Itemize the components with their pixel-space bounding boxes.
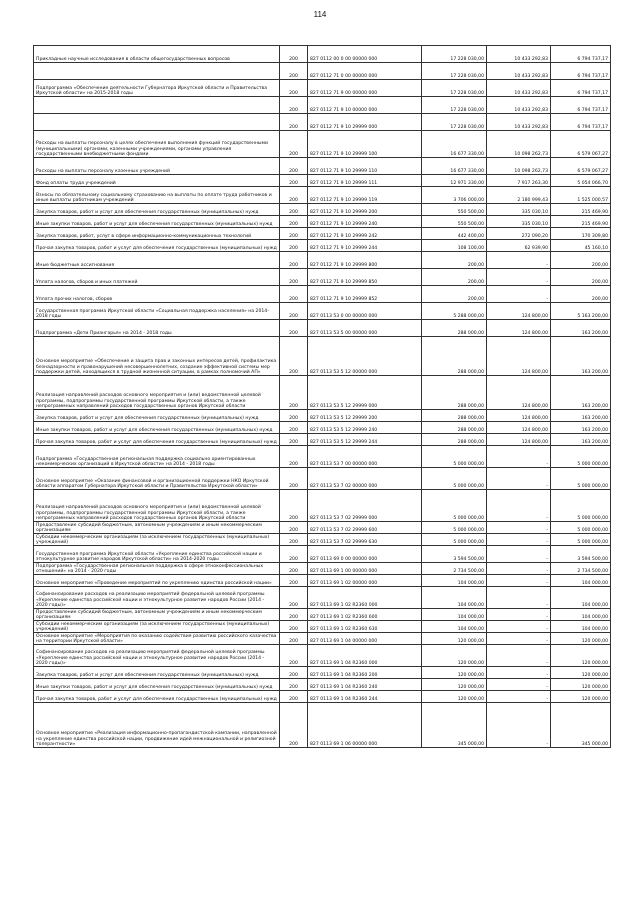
- table-row: [34, 187, 611, 204]
- table-row: [34, 645, 611, 667]
- table-row: [34, 337, 611, 376]
- table-row: [34, 490, 611, 522]
- executed-amount: 124 800,00: [487, 376, 551, 410]
- budget-classification-code: 827 0113 53 7 02 29999 630: [308, 534, 422, 546]
- executed-amount: 10 433 292,83: [487, 114, 551, 131]
- budget-classification-code: 827 0113 53 7 02 29999 600: [308, 522, 422, 534]
- budget-classification-code: 827 0112 71 9 10 29999 850: [308, 269, 422, 286]
- executed-amount: -: [487, 587, 551, 609]
- budget-classification-code: 827 0112 71 9 00 00000 000: [308, 80, 422, 97]
- unexecuted-amount: 163 200,00: [551, 376, 611, 410]
- line-code: 200: [280, 97, 308, 114]
- budget-classification-code: 827 0113 69 1 04 R2360 000: [308, 645, 422, 667]
- executed-amount: 10 433 292,83: [487, 97, 551, 114]
- budget-classification-code: 827 0113 69 1 02 R2360 000: [308, 587, 422, 609]
- unexecuted-amount: 215 469,90: [551, 204, 611, 216]
- budget-classification-code: 827 0113 69 1 06 00000 000: [308, 703, 422, 748]
- executed-amount: -: [487, 703, 551, 748]
- executed-amount: -: [487, 667, 551, 679]
- budget-classification-code: 827 0112 71 9 10 29999 244: [308, 240, 422, 252]
- unexecuted-amount: 200,00: [551, 269, 611, 286]
- approved-amount: 288 000,00: [422, 422, 487, 434]
- line-code: 200: [280, 691, 308, 703]
- budget-classification-code: 827 0112 71 9 10 29999 119: [308, 187, 422, 204]
- executed-amount: 10 433 292,83: [487, 80, 551, 97]
- line-code: 200: [280, 587, 308, 609]
- line-code: 200: [280, 269, 308, 286]
- approved-amount: 5 000 000,00: [422, 446, 487, 468]
- line-code: 200: [280, 563, 308, 575]
- table-row: [34, 534, 611, 546]
- executed-amount: -: [487, 286, 551, 303]
- executed-amount: 124 800,00: [487, 303, 551, 320]
- executed-amount: 10 098 262,73: [487, 131, 551, 158]
- table-row: [34, 286, 611, 303]
- line-code: 200: [280, 621, 308, 633]
- executed-amount: 10 098 262,73: [487, 158, 551, 175]
- approved-amount: 2 734 500,00: [422, 563, 487, 575]
- budget-classification-code: 827 0113 69 1 00 00000 000: [308, 563, 422, 575]
- unexecuted-amount: 200,00: [551, 286, 611, 303]
- row-description: Закупка товаров, работ и услуг для обеспечения государственных (муниципальных) нужд: [34, 410, 280, 422]
- budget-classification-code: 827 0112 71 9 10 29999 000: [308, 114, 422, 131]
- row-description: Фонд оплаты труда учреждений: [34, 175, 280, 187]
- row-description: Государственная программа Иркутской области «Социальная поддержка населения» на 2014-2018 годы: [34, 303, 280, 320]
- approved-amount: 17 228 030,00: [422, 80, 487, 97]
- line-code: 200: [280, 80, 308, 97]
- row-description: Уплата налогов, сборов и иных платежей: [34, 269, 280, 286]
- approved-amount: 104 000,00: [422, 587, 487, 609]
- row-description: Расходы на выплаты персоналу казенных учреждений: [34, 158, 280, 175]
- unexecuted-amount: 170 309,80: [551, 228, 611, 240]
- unexecuted-amount: 45 160,10: [551, 240, 611, 252]
- budget-classification-code: 827 0112 71 9 10 29999 110: [308, 158, 422, 175]
- line-code: 200: [280, 534, 308, 546]
- approved-amount: 5 000 000,00: [422, 522, 487, 534]
- unexecuted-amount: 104 000,00: [551, 621, 611, 633]
- approved-amount: 3 594 500,00: [422, 546, 487, 563]
- executed-amount: -: [487, 468, 551, 490]
- executed-amount: 124 800,00: [487, 434, 551, 446]
- unexecuted-amount: 2 734 500,00: [551, 563, 611, 575]
- row-description: Софинансирование расходов на реализацию мероприятий федеральной целевой программы «Укрепление единства российской нации и этнокультурное развитие народов России (2014 - 2020 годы)»: [34, 645, 280, 667]
- table-row: [34, 204, 611, 216]
- line-code: 200: [280, 468, 308, 490]
- line-code: 200: [280, 645, 308, 667]
- executed-amount: -: [487, 546, 551, 563]
- line-code: 200: [280, 376, 308, 410]
- approved-amount: 5 000 000,00: [422, 468, 487, 490]
- executed-amount: 124 800,00: [487, 422, 551, 434]
- unexecuted-amount: 5 000 000,00: [551, 522, 611, 534]
- executed-amount: -: [487, 575, 551, 587]
- approved-amount: 120 000,00: [422, 645, 487, 667]
- row-description: Прочая закупка товаров, работ и услуг для обеспечения государственных (муниципальных) нужд: [34, 434, 280, 446]
- budget-classification-code: 827 0112 00 0 00 00000 000: [308, 46, 422, 63]
- line-code: 200: [280, 175, 308, 187]
- row-description: Основное мероприятие «Реализация информационно-пропагандистской кампании, направленной на укрепление единства российской нации, продвижение идей межнациональной и религиозной толерантности»: [34, 703, 280, 748]
- unexecuted-amount: 104 000,00: [551, 609, 611, 621]
- line-code: 200: [280, 434, 308, 446]
- unexecuted-amount: 5 000 000,00: [551, 446, 611, 468]
- budget-classification-code: 827 0113 53 5 12 00000 000: [308, 337, 422, 376]
- row-description: Предоставление субсидий бюджетным, автономным учреждениям и иным некоммерческим организациям: [34, 609, 280, 621]
- table-row: [34, 468, 611, 490]
- row-description: Закупка товаров, работ и услуг для обеспечения государственных (муниципальных) нужд: [34, 667, 280, 679]
- row-description: Взносы по обязательному социальному страхованию на выплаты по оплате труда работников и иные выплаты работникам учреждений: [34, 187, 280, 204]
- table-row: [34, 63, 611, 80]
- line-code: 200: [280, 114, 308, 131]
- approved-amount: 288 000,00: [422, 320, 487, 337]
- row-description: Иные закупки товаров, работ и услуг для обеспечения государственных (муниципальных) нужд: [34, 679, 280, 691]
- executed-amount: 10 433 292,83: [487, 63, 551, 80]
- unexecuted-amount: 5 000 000,00: [551, 534, 611, 546]
- approved-amount: 200,00: [422, 252, 487, 269]
- row-description: [34, 63, 280, 80]
- table-row: [34, 376, 611, 410]
- budget-classification-code: 827 0113 69 1 02 R2360 600: [308, 609, 422, 621]
- table-row: [34, 303, 611, 320]
- approved-amount: 17 228 030,00: [422, 97, 487, 114]
- budget-classification-code: 827 0113 53 7 02 00000 000: [308, 468, 422, 490]
- unexecuted-amount: 6 794 737,17: [551, 114, 611, 131]
- table-row: [34, 691, 611, 703]
- line-code: 200: [280, 187, 308, 204]
- approved-amount: 16 677 330,00: [422, 131, 487, 158]
- budget-classification-code: 827 0113 53 5 12 29999 240: [308, 422, 422, 434]
- unexecuted-amount: 120 000,00: [551, 679, 611, 691]
- row-description: Предоставление субсидий бюджетным, автономным учреждениям и иным некоммерческим организациям: [34, 522, 280, 534]
- line-code: 200: [280, 422, 308, 434]
- approved-amount: 550 500,00: [422, 204, 487, 216]
- row-description: Подпрограмма «Государственная региональная поддержка в сфере этноконфессиональных отношений» на 2014 - 2020 годы: [34, 563, 280, 575]
- unexecuted-amount: 6 794 737,17: [551, 46, 611, 63]
- executed-amount: 124 800,00: [487, 337, 551, 376]
- table-row: [34, 131, 611, 158]
- budget-classification-code: 827 0113 53 5 12 29999 000: [308, 376, 422, 410]
- executed-amount: 7 917 263,30: [487, 175, 551, 187]
- line-code: 200: [280, 703, 308, 748]
- unexecuted-amount: 163 200,00: [551, 320, 611, 337]
- budget-classification-code: 827 0113 69 1 02 00000 000: [308, 575, 422, 587]
- table-row: [34, 46, 611, 63]
- executed-amount: -: [487, 679, 551, 691]
- budget-classification-code: 827 0113 69 0 00 00000 000: [308, 546, 422, 563]
- row-description: [34, 97, 280, 114]
- row-description: Основное мероприятие «Проведение мероприятий по укреплению единства российской нации»: [34, 575, 280, 587]
- budget-classification-code: 827 0113 69 1 02 R2360 630: [308, 621, 422, 633]
- budget-classification-code: 827 0112 71 0 00 00000 000: [308, 63, 422, 80]
- line-code: 200: [280, 204, 308, 216]
- unexecuted-amount: 1 525 000,57: [551, 187, 611, 204]
- executed-amount: -: [487, 269, 551, 286]
- line-code: 200: [280, 158, 308, 175]
- row-description: Подпрограмма «Обеспечение деятельности Губернатора Иркутской области и Правительства Иркутской области» на 2015-2018 годы: [34, 80, 280, 97]
- budget-classification-code: 827 0112 71 9 10 00000 000: [308, 97, 422, 114]
- line-code: 200: [280, 303, 308, 320]
- table-row: [34, 434, 611, 446]
- approved-amount: 200,00: [422, 286, 487, 303]
- budget-classification-code: 827 0113 53 7 02 29999 000: [308, 490, 422, 522]
- budget-classification-code: 827 0113 53 5 00 00000 000: [308, 320, 422, 337]
- budget-classification-code: 827 0113 53 7 00 00000 000: [308, 446, 422, 468]
- table-row: [34, 667, 611, 679]
- budget-classification-code: 827 0112 71 9 10 29999 242: [308, 228, 422, 240]
- unexecuted-amount: 3 594 500,00: [551, 546, 611, 563]
- table-row: [34, 621, 611, 633]
- approved-amount: 288 000,00: [422, 410, 487, 422]
- executed-amount: -: [487, 446, 551, 468]
- unexecuted-amount: 6 794 737,17: [551, 80, 611, 97]
- row-description: Расходы на выплаты персоналу в целях обеспечения выполнения функций государственными (муниципальными) органами, казенными учреждениями, органами управления государственными внебюджетными фондами: [34, 131, 280, 158]
- table-row: [34, 175, 611, 187]
- executed-amount: 124 800,00: [487, 410, 551, 422]
- budget-classification-code: 827 0112 71 9 10 29999 100: [308, 131, 422, 158]
- budget-classification-code: 827 0112 71 9 10 29999 240: [308, 216, 422, 228]
- row-description: Субсидии некоммерческим организациям (за исключением государственных (муниципальных) учреждений): [34, 534, 280, 546]
- executed-amount: -: [487, 609, 551, 621]
- executed-amount: -: [487, 522, 551, 534]
- row-description: Подпрограмма «Дети Приангарья» на 2014 - 2018 годы: [34, 320, 280, 337]
- budget-classification-code: 827 0113 69 1 04 R2360 240: [308, 679, 422, 691]
- approved-amount: 3 706 000,00: [422, 187, 487, 204]
- table-row: [34, 563, 611, 575]
- unexecuted-amount: 215 469,90: [551, 216, 611, 228]
- executed-amount: 124 800,00: [487, 320, 551, 337]
- unexecuted-amount: 104 000,00: [551, 587, 611, 609]
- approved-amount: 288 000,00: [422, 434, 487, 446]
- table-row: [34, 703, 611, 748]
- approved-amount: 5 288 000,00: [422, 303, 487, 320]
- row-description: Основное мероприятие «Обеспечение и защита прав и законных интересов детей, профилактика безнадзорности и правонарушений несовершеннолетних, создание эффективной системы мер поддержки детей, находящихся в трудной жизненной ситуации, в рамках полномочий АП»: [34, 337, 280, 376]
- table-row: [34, 269, 611, 286]
- line-code: 200: [280, 240, 308, 252]
- row-description: Основное мероприятие «Мероприятия по оказанию содействия развитию российского казачества на территории Иркутской области»: [34, 633, 280, 645]
- executed-amount: 62 939,90: [487, 240, 551, 252]
- unexecuted-amount: 5 000 000,00: [551, 490, 611, 522]
- line-code: 200: [280, 575, 308, 587]
- executed-amount: -: [487, 633, 551, 645]
- unexecuted-amount: 6 794 737,17: [551, 97, 611, 114]
- line-code: 200: [280, 216, 308, 228]
- line-code: 200: [280, 446, 308, 468]
- row-description: Прочая закупка товаров, работ и услуг для обеспечения государственных (муниципальных) нужд: [34, 240, 280, 252]
- budget-classification-code: 827 0112 71 9 10 29999 200: [308, 204, 422, 216]
- unexecuted-amount: 163 200,00: [551, 410, 611, 422]
- unexecuted-amount: 6 579 067,27: [551, 158, 611, 175]
- budget-classification-code: 827 0113 69 1 04 00000 000: [308, 633, 422, 645]
- approved-amount: 5 000 000,00: [422, 490, 487, 522]
- budget-classification-code: 827 0113 69 1 04 R2360 200: [308, 667, 422, 679]
- line-code: 200: [280, 609, 308, 621]
- approved-amount: 120 000,00: [422, 679, 487, 691]
- table-row: [34, 609, 611, 621]
- approved-amount: 17 228 030,00: [422, 114, 487, 131]
- budget-classification-code: 827 0113 53 0 00 00000 000: [308, 303, 422, 320]
- table-row: [34, 80, 611, 97]
- approved-amount: 200,00: [422, 269, 487, 286]
- unexecuted-amount: 5 054 066,70: [551, 175, 611, 187]
- line-code: 200: [280, 410, 308, 422]
- unexecuted-amount: 120 000,00: [551, 691, 611, 703]
- budget-classification-code: 827 0112 71 9 10 29999 800: [308, 252, 422, 269]
- unexecuted-amount: 5 000 000,00: [551, 468, 611, 490]
- approved-amount: 16 677 330,00: [422, 158, 487, 175]
- approved-amount: 104 000,00: [422, 621, 487, 633]
- executed-amount: -: [487, 563, 551, 575]
- row-description: Прикладные научные исследования в области общегосударственных вопросов: [34, 46, 280, 63]
- unexecuted-amount: 6 579 067,27: [551, 131, 611, 158]
- table-row: [34, 522, 611, 534]
- table-row: [34, 158, 611, 175]
- executed-amount: 272 090,20: [487, 228, 551, 240]
- table-row: [34, 633, 611, 645]
- table-row: [34, 252, 611, 269]
- row-description: Государственная программа Иркутской области «Укрепление единства российской нации и этнокультурное развитие народов Иркутской области» на 2014-2020 годы: [34, 546, 280, 563]
- budget-classification-code: 827 0113 53 5 12 29999 200: [308, 410, 422, 422]
- approved-amount: 108 100,00: [422, 240, 487, 252]
- table-row: [34, 216, 611, 228]
- row-description: [34, 114, 280, 131]
- approved-amount: 550 500,00: [422, 216, 487, 228]
- unexecuted-amount: 200,00: [551, 252, 611, 269]
- executed-amount: -: [487, 691, 551, 703]
- unexecuted-amount: 163 200,00: [551, 422, 611, 434]
- table-row: [34, 240, 611, 252]
- executed-amount: -: [487, 534, 551, 546]
- executed-amount: -: [487, 621, 551, 633]
- line-code: 200: [280, 667, 308, 679]
- line-code: 200: [280, 679, 308, 691]
- budget-classification-code: 827 0112 71 9 10 29999 852: [308, 286, 422, 303]
- unexecuted-amount: 120 000,00: [551, 645, 611, 667]
- executed-amount: 335 030,10: [487, 216, 551, 228]
- approved-amount: 345 000,00: [422, 703, 487, 748]
- line-code: 200: [280, 286, 308, 303]
- approved-amount: 288 000,00: [422, 376, 487, 410]
- row-description: Реализация направлений расходов основного мероприятия и (или) ведомственной целевой программы, подпрограммы государственной программы Иркутской области, а также непрограммных направлений расходов государственных органов Иркутской области: [34, 376, 280, 410]
- row-description: Реализация направлений расходов основного мероприятия и (или) ведомственной целевой программы, подпрограммы государственной программы Иркутской области, а также непрограммных направлений расходов государственных органов Иркутской области: [34, 490, 280, 522]
- approved-amount: 442 400,00: [422, 228, 487, 240]
- table-row: [34, 546, 611, 563]
- approved-amount: 5 000 000,00: [422, 534, 487, 546]
- row-description: Иные бюджетные ассигнования: [34, 252, 280, 269]
- line-code: 200: [280, 546, 308, 563]
- executed-amount: -: [487, 645, 551, 667]
- approved-amount: 104 000,00: [422, 609, 487, 621]
- line-code: 200: [280, 46, 308, 63]
- table-row: [34, 320, 611, 337]
- unexecuted-amount: 163 200,00: [551, 434, 611, 446]
- executed-amount: 2 180 999,43: [487, 187, 551, 204]
- row-description: Закупка товаров, работ, услуг в сфере информационно-коммуникационных технологий: [34, 228, 280, 240]
- table-row: [34, 422, 611, 434]
- approved-amount: 120 000,00: [422, 633, 487, 645]
- unexecuted-amount: 6 794 737,17: [551, 63, 611, 80]
- table-row: [34, 97, 611, 114]
- budget-execution-table: [33, 45, 611, 748]
- row-description: Закупка товаров, работ и услуг для обеспечения государственных (муниципальных) нужд: [34, 204, 280, 216]
- line-code: 200: [280, 490, 308, 522]
- executed-amount: 335 030,10: [487, 204, 551, 216]
- unexecuted-amount: 120 000,00: [551, 633, 611, 645]
- row-description: Иные закупки товаров, работ и услуг для обеспечения государственных (муниципальных) нужд: [34, 216, 280, 228]
- table-row: [34, 679, 611, 691]
- line-code: 200: [280, 228, 308, 240]
- row-description: Софинансирование расходов на реализацию мероприятий федеральной целевой программы «Укрепление единства российской нации и этнокультурное развитие народов России (2014 - 2020 годы)»: [34, 587, 280, 609]
- line-code: 200: [280, 633, 308, 645]
- approved-amount: 288 000,00: [422, 337, 487, 376]
- table-row: [34, 410, 611, 422]
- budget-classification-code: 827 0113 69 1 04 R2360 244: [308, 691, 422, 703]
- approved-amount: 12 971 330,00: [422, 175, 487, 187]
- approved-amount: 120 000,00: [422, 667, 487, 679]
- budget-classification-code: 827 0113 53 5 12 29999 244: [308, 434, 422, 446]
- line-code: 200: [280, 63, 308, 80]
- unexecuted-amount: 104 000,00: [551, 575, 611, 587]
- executed-amount: 10 433 292,83: [487, 46, 551, 63]
- approved-amount: 104 000,00: [422, 575, 487, 587]
- line-code: 200: [280, 320, 308, 337]
- table-row: [34, 114, 611, 131]
- executed-amount: -: [487, 490, 551, 522]
- row-description: Уплата прочих налогов, сборов: [34, 286, 280, 303]
- unexecuted-amount: 120 000,00: [551, 667, 611, 679]
- table-row: [34, 228, 611, 240]
- table-row: [34, 446, 611, 468]
- line-code: 200: [280, 252, 308, 269]
- approved-amount: 17 228 030,00: [422, 46, 487, 63]
- unexecuted-amount: 5 163 200,00: [551, 303, 611, 320]
- row-description: Прочая закупка товаров, работ и услуг для обеспечения государственных (муниципальных) нужд: [34, 691, 280, 703]
- row-description: Иные закупки товаров, работ и услуг для обеспечения государственных (муниципальных) нужд: [34, 422, 280, 434]
- table-row: [34, 575, 611, 587]
- page-number: 114: [313, 10, 327, 19]
- line-code: 200: [280, 337, 308, 376]
- budget-classification-code: 827 0112 71 9 10 29999 111: [308, 175, 422, 187]
- approved-amount: 120 000,00: [422, 691, 487, 703]
- row-description: Подпрограмма «Государственная региональная поддержка социально ориентированных некоммерческих организаций в Иркутской области» на 2014 - 2018 годы: [34, 446, 280, 468]
- row-description: Основное мероприятие «Оказание финансовой и организационной поддержки НКО Иркутской области аппаратом Губернатора Иркутской области и Правительства Иркутской области»: [34, 468, 280, 490]
- line-code: 200: [280, 522, 308, 534]
- executed-amount: -: [487, 252, 551, 269]
- approved-amount: 17 228 030,00: [422, 63, 487, 80]
- line-code: 200: [280, 131, 308, 158]
- unexecuted-amount: 163 200,00: [551, 337, 611, 376]
- row-description: Субсидии некоммерческим организациям (за исключением государственных (муниципальных) учреждений): [34, 621, 280, 633]
- unexecuted-amount: 345 000,00: [551, 703, 611, 748]
- table-row: [34, 587, 611, 609]
